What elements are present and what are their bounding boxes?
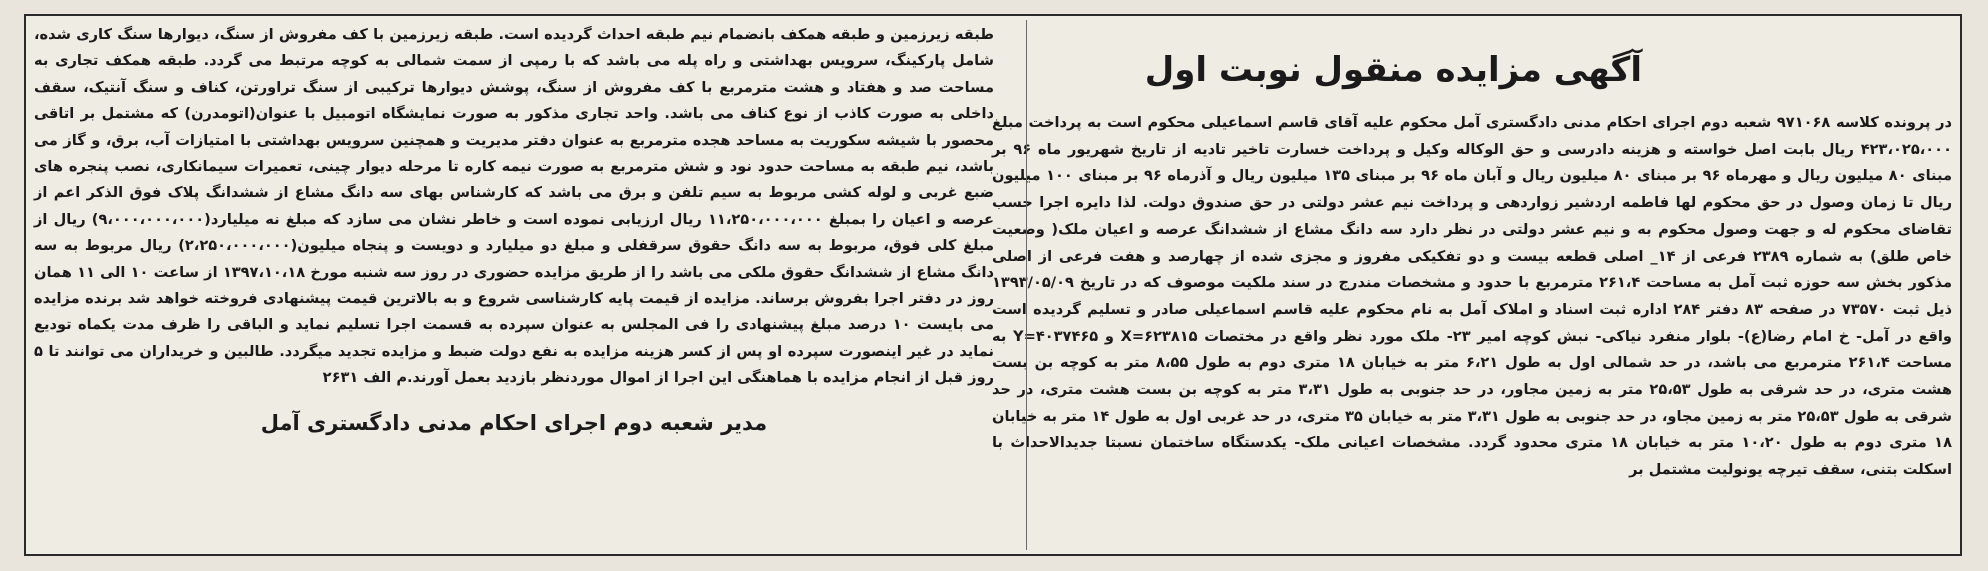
notice-frame — [24, 14, 1962, 556]
notice-title: آگهی مزایده منقول نوبت اول — [1144, 50, 1642, 90]
column-divider — [1026, 20, 1027, 550]
signature: مدیر شعبه دوم اجرای احکام مدنی دادگستری آمل — [260, 410, 768, 435]
notice-body-part-2: طبقه زیرزمین و طبقه همکف بانضمام نیم طبقه احداث گردیده است. طبقه زیرزمین با کف مفروش از سنگ، دیوارها سنگ کاری شده، شامل پارکینگ، سرویس بهداشتی و راه پله می باشد که با رمپی از سمت شمالی به کوچه مرتبط می گردد. طبقه همکف تجاری به مساحت صد و هفتاد و هشت مترمربع با کف مفروش از سنگ، پوشش دیوارها ترکیبی از سنگ تراورتن، کناف و سنگ آنتیک، سقف داخلی به صورت کاذب از نوع کناف می باشد. واحد تجاری مذکور به صورت نمایشگاه اتومبیل با عنوان(اتومدرن) که مشتمل بر اتاقی محصور با شیشه سکوریت به مساحد هجده مترمربع به عنوان دفتر مدیریت و همچنین سرویس بهداشتی با امتیازات آب، برق، و گاز می باشد، نیم طبقه به مساحت حدود نود و شش مترمربع به صورت نیمه کاره تا مرحله دیوار چینی، تعمیرات سیمانکاری، نصب پنجره های ضبع غربی و لوله کشی مربوط به سیم تلفن و برق می باشد که کارشناس بهای سه دانگ مشاع از ششدانگ پلاک فوق الذکر اعم از عرصه و اعیان را بمبلغ ۱۱،۲۵۰،۰۰۰،۰۰۰ ریال ارزیابی نموده است و خاطر نشان می سازد که مبلغ نه میلیارد(۹،۰۰۰،۰۰۰،۰۰۰) ریال از مبلغ کلی فوق، مربوط به سه دانگ حقوق سرقفلی و مبلغ دو میلیارد و دویست و پنجاه میلیون(۲،۲۵۰،۰۰۰،۰۰۰) ریال مربوط به سه دانگ مشاع از ششدانگ حقوق ملکی می باشد را از طریق مزایده حضوری در روز سه شنبه مورخ ۱۳۹۷،۱۰،۱۸ از ساعت ۱۰ الی ۱۱ همان روز در دفتر اجرا بفروش برساند. مزایده از قیمت پایه کارشناسی شروع و به بالاترین قیمت پیشنهادی فروخته خواهد شد برنده مزایده می بایست ۱۰ درصد مبلغ پیشنهادی را فی المجلس به عنوان سپرده به قسمت اجرا تسلیم نماید و الباقی را ظرف مدت یکماه تودیع نماید در غیر اینصورت سپرده او پس از کسر هزینه مزایده به نفع دولت ضبط و مزایده تجدید میگردد. طالبین و خریداران می توانند تا ۵ روز قبل از انجام مزایده با هماهنگی این اجرا از اموال موردنظر بازدید بعمل آورند.م الف ۲۶۳۱ — [34, 26, 994, 387]
left-column — [34, 22, 994, 548]
notice-body-part-1: در پرونده کلاسه ۹۷۱۰۶۸ شعبه دوم اجرای احکام مدنی دادگستری آمل محکوم علیه آقای قاسم اسماعیلی محکوم است به پرداخت مبلغ ۴۲۳،۰۲۵،۰۰۰ ریال بابت اصل خواسته و هزینه دادرسی و حق الوکاله وکیل و پرداخت خسارت تاخیر تادیه از تاریخ شهریور ماه ۹۶ بر مبنای ۸۰ میلیون ریال و مهرماه ۹۶ بر مبنای ۸۰ میلیون ریال و آبان ماه ۹۶ بر مبنای ۱۳۵ میلیون ریال و آذرماه ۹۶ بر مبنای ۱۰۰ میلیون ریال تا زمان وصول در حق محکوم لها فاطمه اردشیر زواردهی و پرداخت نیم عشر دولتی در حق صندوق دولت. لذا دایره اجرا حسب تقاضای محکوم له و جهت وصول محکوم به و نیم عشر دولتی در نظر دارد سه دانگ مشاع از ششدانگ عرصه و اعیان ملک( وضعیت خاص طلق) به شماره ۲۳۸۹ فرعی از ۱۴_ اصلی قطعه بیست و دو تفکیکی مفروز و مجزی شده از چهارصد و هفت فرعی از اصلی مذکور بخش سه حوزه ثبت آمل به مساحت ۲۶۱،۴ مترمربع با حدود و مشخصات مندرج در سند ملکیت موصوف که در تاریخ ۱۳۹۳/۰۵/۰۹ ذیل ثبت ۷۳۵۷۰ در صفحه ۸۳ دفتر ۲۸۴ اداره ثبت اسناد و املاک آمل به نام محکوم علیه قاسم اسماعیلی صادر و تسلیم گردیده است واقع در آمل- خ امام رضا(ع)- بلوار منفرد نیاکی- نبش کوچه امیر ۲۳- ملک مورد نظر واقع در مختصات X=۶۲۳۸۱۵ و Y=۴۰۳۷۴۶۵ به مساحت ۲۶۱،۴ مترمربع می باشد، در حد شمالی اول به طول ۶،۲۱ متر به خیابان ۱۸ متری دوم به طول ۸،۵۵ متر به کوچه بن بست هشت متری، در حد شرقی به طول ۲۵،۵۳ متر به زمین مجاور، در حد جنوبی به طول ۳،۳۱ متر به کوچه بن بست هشت متری، در حد شرقی به طول ۲۵،۵۳ متر به زمین مجاو، در حد جنوبی به طول ۳،۳۱ متر به خیابان ۳۵ متری، در حد غربی اول به طول ۱۴ متر به خیابان ۱۸ متری دوم به طول ۱۰،۲۰ متر به خیابان ۱۸ متری محدود گردد. مشخصات اعیانی ملک- یکدستگاه ساختمان نسبتا جدیدالاحداث با اسکلت بتنی، سقف تیرچه یونولیت مشتمل بر — [992, 114, 1953, 479]
right-column — [992, 22, 1952, 548]
